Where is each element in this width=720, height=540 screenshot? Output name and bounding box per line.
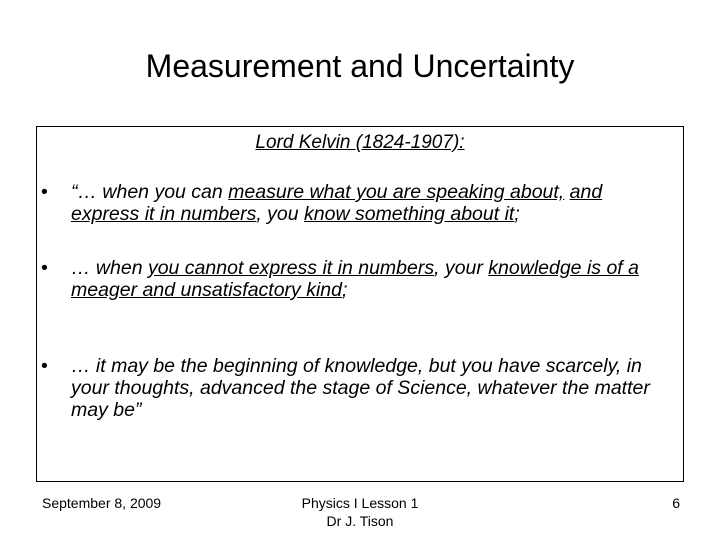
underlined-segment: know something about it xyxy=(304,203,515,225)
bullet-item xyxy=(41,257,661,301)
attribution: Lord Kelvin (1824-1907): xyxy=(255,132,465,153)
underlined-segment: and express it in numbers xyxy=(71,181,603,225)
underlined-segment: you cannot express it in numbers xyxy=(147,257,435,279)
bullet-item xyxy=(41,181,661,225)
text-segment: “… when you can xyxy=(71,181,229,203)
footer-center xyxy=(260,494,460,530)
text-segment: ; xyxy=(341,279,348,301)
text-segment: … when xyxy=(71,257,148,279)
slide-title: Measurement and Uncertainty xyxy=(145,48,575,84)
text-segment: … it may be the beginning of knowledge, but you have scarcely, in your thoughts, advanced the stage of Science, whatever the matter may be” xyxy=(71,355,650,421)
bullet-item xyxy=(41,355,661,421)
bullet-text xyxy=(71,181,661,225)
footer-page-number: 6 xyxy=(672,495,680,511)
bullet-text xyxy=(71,355,661,421)
footer-course: Physics I Lesson 1 xyxy=(301,495,419,511)
bullet-icon: • xyxy=(41,355,48,377)
footer-date: September 8, 2009 xyxy=(42,495,162,511)
quote-box xyxy=(36,126,684,482)
bullet-text xyxy=(71,257,661,301)
text-segment: , your xyxy=(434,257,489,279)
text-segment: ; xyxy=(514,203,520,225)
footer-author: Dr J. Tison xyxy=(326,513,394,529)
bullet-icon: • xyxy=(41,257,48,279)
text-segment: , you xyxy=(256,203,305,225)
underlined-segment: measure what you are speaking about, xyxy=(228,181,565,203)
bullet-icon: • xyxy=(41,181,48,203)
underlined-segment: knowledge is of a meager and unsatisfactory kind xyxy=(71,257,639,301)
